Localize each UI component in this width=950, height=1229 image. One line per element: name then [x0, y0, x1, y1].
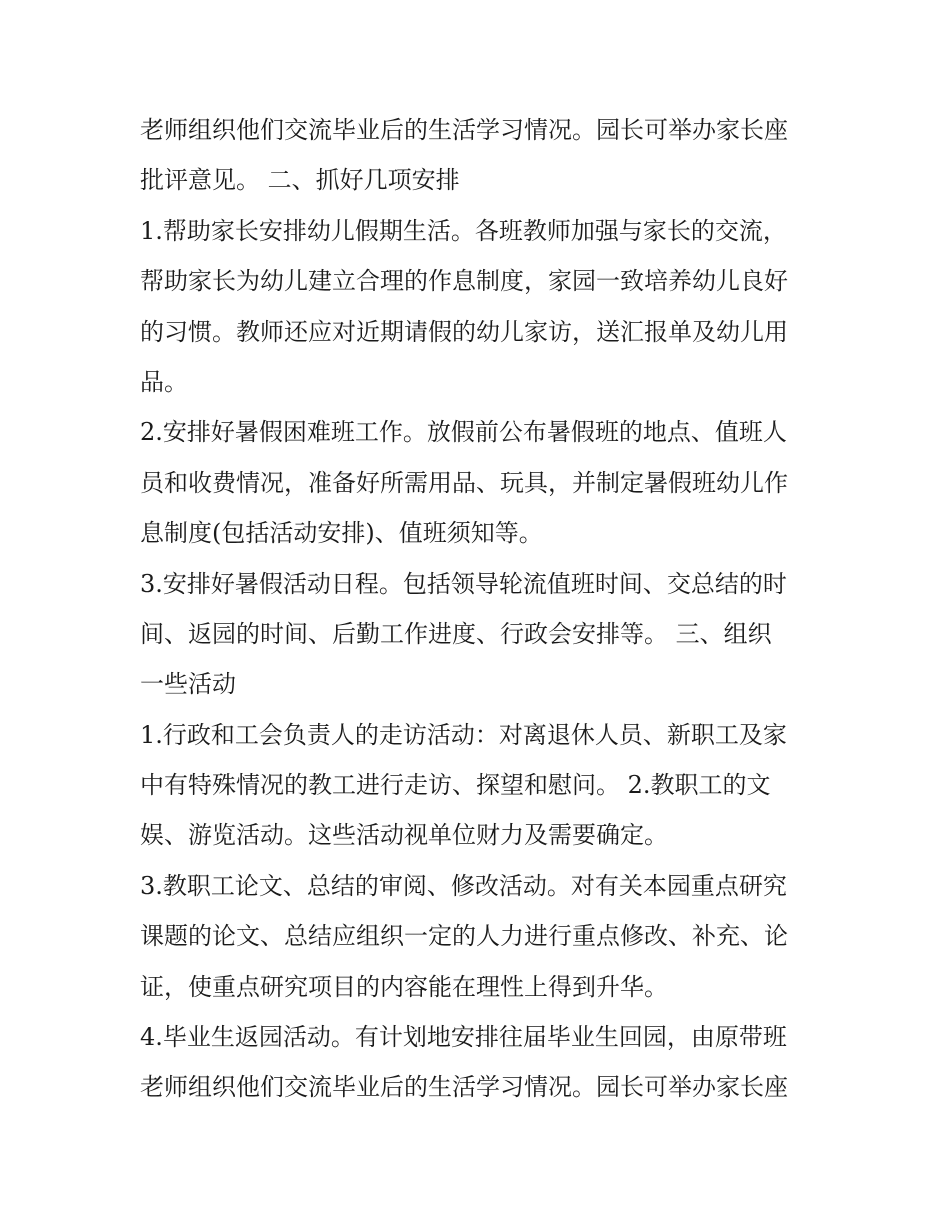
text-line: 娱、游览活动。这些活动视单位财力及需要确定。 [140, 821, 668, 850]
text-line: 息制度(包括活动安排)、值班须知等。 [140, 519, 543, 548]
text-line: 一些活动 [140, 670, 236, 699]
text-line: 3.教职工论文、总结的审阅、修改活动。对有关本园重点研究 [140, 871, 787, 900]
text-line: 品。 [140, 367, 188, 396]
document-body [140, 105, 820, 1113]
text-line: 老师组织他们交流毕业后的生活学习情况。园长可举办家长座 [140, 116, 788, 144]
text-line: 1.帮助家长安排幼儿假期生活。各班教师加强与家长的交流， [140, 216, 787, 245]
text-line: 2.安排好暑假困难班工作。放假前公布暑假班的地点、值班人 [140, 418, 787, 447]
text-line: 1.行政和工会负责人的走访活动：对离退休人员、新职工及家 [140, 720, 787, 749]
text-line: 的习惯。教师还应对近期请假的幼儿家访，送汇报单及幼儿用 [140, 317, 788, 346]
text-line: 员和收费情况，准备好所需用品、玩具，并制定暑假班幼儿作 [140, 468, 788, 497]
text-line: 证，使重点研究项目的内容能在理性上得到升华。 [140, 972, 668, 1001]
text-line: 批评意见。 二、抓好几项安排 [140, 166, 460, 195]
text-line: 4.毕业生返园活动。有计划地安排往届毕业生回园，由原带班 [140, 1023, 787, 1052]
text-line: 间、返园的时间、后勤工作进度、行政会安排等。 三、组织 [140, 619, 772, 648]
text-line: 帮助家长为幼儿建立合理的作息制度，家园一致培养幼儿良好 [140, 267, 788, 296]
text-line: 中有特殊情况的教工进行走访、探望和慰问。 2.教职工的文 [140, 771, 771, 800]
text-line: 课题的论文、总结应组织一定的人力进行重点修改、补充、论 [140, 922, 788, 951]
text-line: 3.安排好暑假活动日程。包括领导轮流值班时间、交总结的时 [140, 569, 787, 598]
text-line: 老师组织他们交流毕业后的生活学习情况。园长可举办家长座 [140, 1073, 788, 1102]
